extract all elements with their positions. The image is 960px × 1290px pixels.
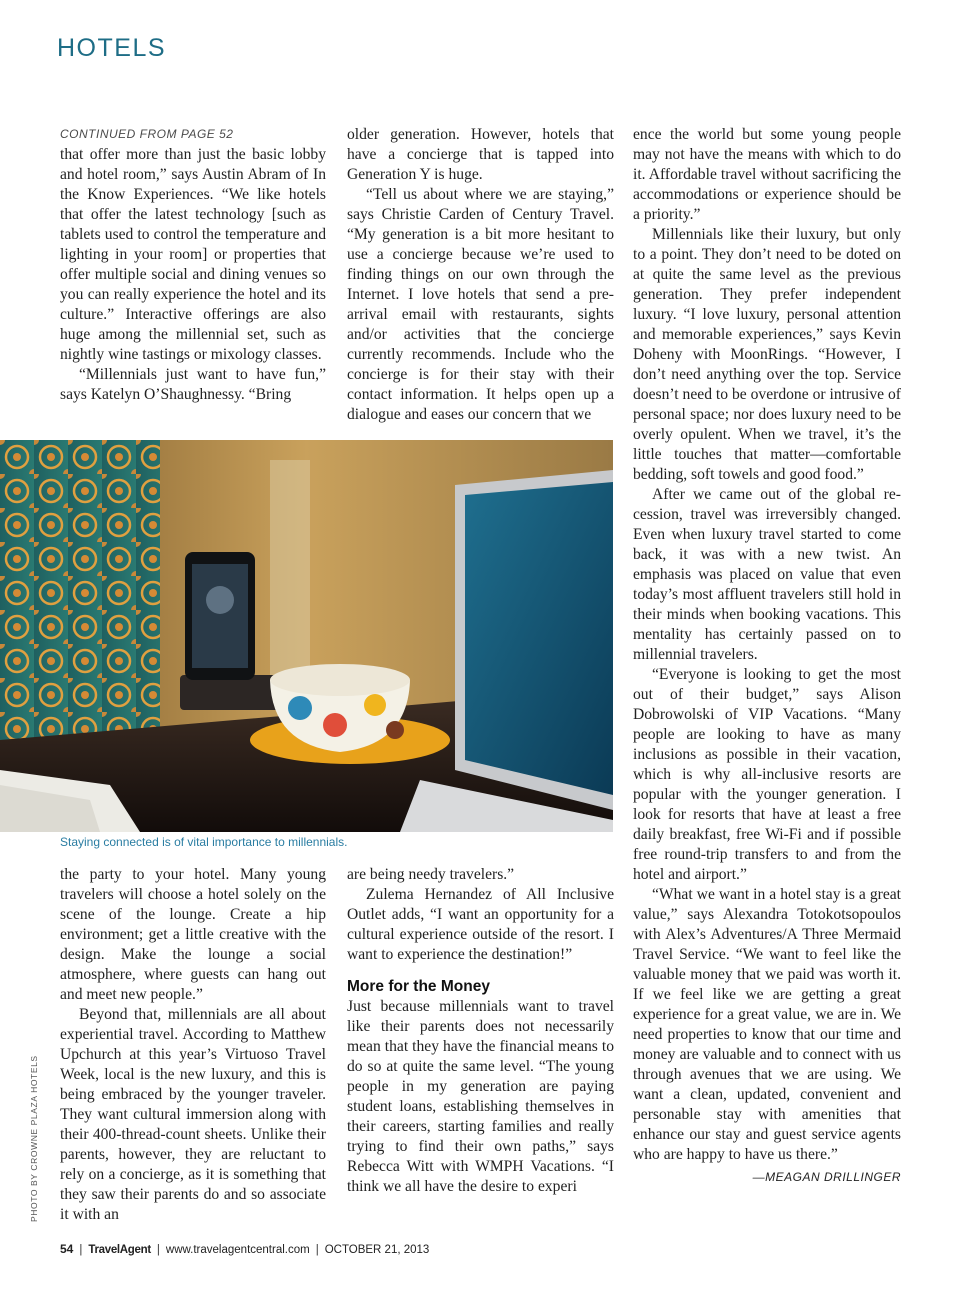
paragraph: ence the world but some young people may not have the means with which to do it. Affordable travel without sacrificing the accommodations or experience should be a priority.” [633, 126, 901, 223]
footer-divider: | [156, 1244, 160, 1256]
page-number: 54 [60, 1242, 74, 1256]
article-column-3 [633, 125, 901, 1187]
article-column-5 [347, 865, 614, 1197]
subheading: More for the Money [347, 978, 490, 995]
paragraph: Zulema Hernandez of All Inclusive Outlet adds, “I want an opportunity for a cultural experience outside of the resort. I want to experience the destination!” [347, 886, 614, 963]
issue-date: OCTOBER 21, 2013 [324, 1244, 430, 1256]
paragraph: “What we want in a hotel stay is a great value,” says Alexandra Totokotsopoulos with Alex’s Adventures/A Three Mermaid Travel Service. “We want to feel like the valuable money that we paid was worth it. If we feel like we are getting a great experience for a great value, we are in. We need properties to know that our time and money are valuable and to connect with us through avenues that we are using. We want a clean, updated, convenient and personable stay with amenities that enhance our stay and guest service agents who are happy to have us there.” [633, 886, 901, 1163]
paragraph: Just because millennials want to travel like their parents does not necessarily mean that they have the financial means to do so at quite the same level. “The young people in my generation are paying student loans, establishing themselves in their careers, starting families and really trying to find their own paths,” says Rebecca Witt with WMPH Vacations. “I think we all have the desire to experi [347, 998, 614, 1195]
paragraph: older generation. However, hotels that have a concierge that is tapped into Generation Y is huge. [347, 126, 614, 183]
paragraph: Millennials like their luxury, but only to a point. They don’t need to be doted on at quite the same level as the previous generation. They prefer independent luxury. “I love luxury, personal attention and memorable experiences,” says Kevin Doheny with MoonRings. “However, I don’t need anything over the top. Service doesn’t need to be overdone or intrusive of personal space; nor does luxury need to be overly opulent. When we travel, it’s the little touches that matter—comfortable bedding, soft towels and good food.” [633, 226, 901, 483]
paragraph: After we came out of the global recession, travel was irreversibly changed. Even when luxury travel started to come back, it was with a new twist. An emphasis was placed on value that even today’s most affluent travelers still hold in their minds when booking vacations. This mentality has certainly passed on to millennial travelers. [633, 486, 901, 663]
article-column-1 [60, 125, 326, 405]
paragraph: are being needy travelers.” [347, 866, 515, 883]
continued-label: CONTINUED FROM PAGE 52 [60, 127, 234, 141]
article-column-2 [347, 125, 614, 425]
paragraph: the party to your hotel. Many young travelers will choose a hotel solely on the scene of the lounge. Create a hip environment; get a little creative with the design. Make the lounge a social atmosphere, where guests can hang out and meet new people.” [60, 866, 326, 1003]
photo-caption: Staying connected is of vital importance to millennials. [60, 835, 348, 849]
author-byline: —MEAGAN DRILLINGER [752, 1170, 901, 1184]
photo-credit: PHOTO BY CROWNE PLAZA HOTELS [29, 1055, 39, 1222]
paragraph: Beyond that, millennials are all about experiential travel. According to Matthew Upchurch at this year’s Virtuoso Travel Week, local is the new luxury, and this is being embraced by the younger traveler. They want cultural immersion along with their 400-thread-count sheets. Unlike their parents, however, they are reluctant to rely on a concierge, as it is something that they saw their parents do and so associate it with an [60, 1006, 326, 1223]
magazine-brand: TravelAgent [88, 1244, 151, 1256]
paragraph: “Tell us about where we are staying,” says Christie Carden of Century Travel. “My generation is a bit more hesitant to use a concierge because we’re used to finding things on our own through the Internet. I love hotels that send a pre-arrival email with restaurants, sights and/or activities that the concierge currently recommends. Include who the concierge is for their stay with their contact information. It helps open up a dialogue and eases our concern that we [347, 186, 614, 423]
article-photo [0, 440, 613, 832]
paragraph: that offer more than just the basic lobby and hotel room,” says Austin Abram of In the Know Experiences. “We like hotels that offer the latest technology [such as tablets used to control the temperature and lighting in your room] or properties that offer multiple social and dining venues so you can really experience the hotel and its culture.” Interactive offerings are also huge among the millennial set, such as nightly wine tastings or mixology classes. [60, 146, 326, 363]
page-footer [60, 1242, 429, 1256]
article-column-4 [60, 865, 326, 1225]
section-title: HOTELS [57, 34, 167, 62]
footer-divider: | [79, 1244, 83, 1256]
footer-divider: | [315, 1244, 319, 1256]
website-url[interactable]: www.travelagentcentral.com [165, 1244, 310, 1256]
paragraph: “Everyone is looking to get the most out of their budget,” says Alison Dobrowolski of VIP Vacations. “Many people are looking to have as many inclusions as possible in their vacation, which is why all-inclusive resorts are popular with the younger generation. I look for resorts that have at least a free daily breakfast, free Wi-Fi and if possible free round-trip transfers to and from the hotel and airport.” [633, 666, 901, 883]
paragraph: “Millennials just want to have fun,” says Katelyn O’Shaughnessy. “Bring [60, 366, 326, 403]
